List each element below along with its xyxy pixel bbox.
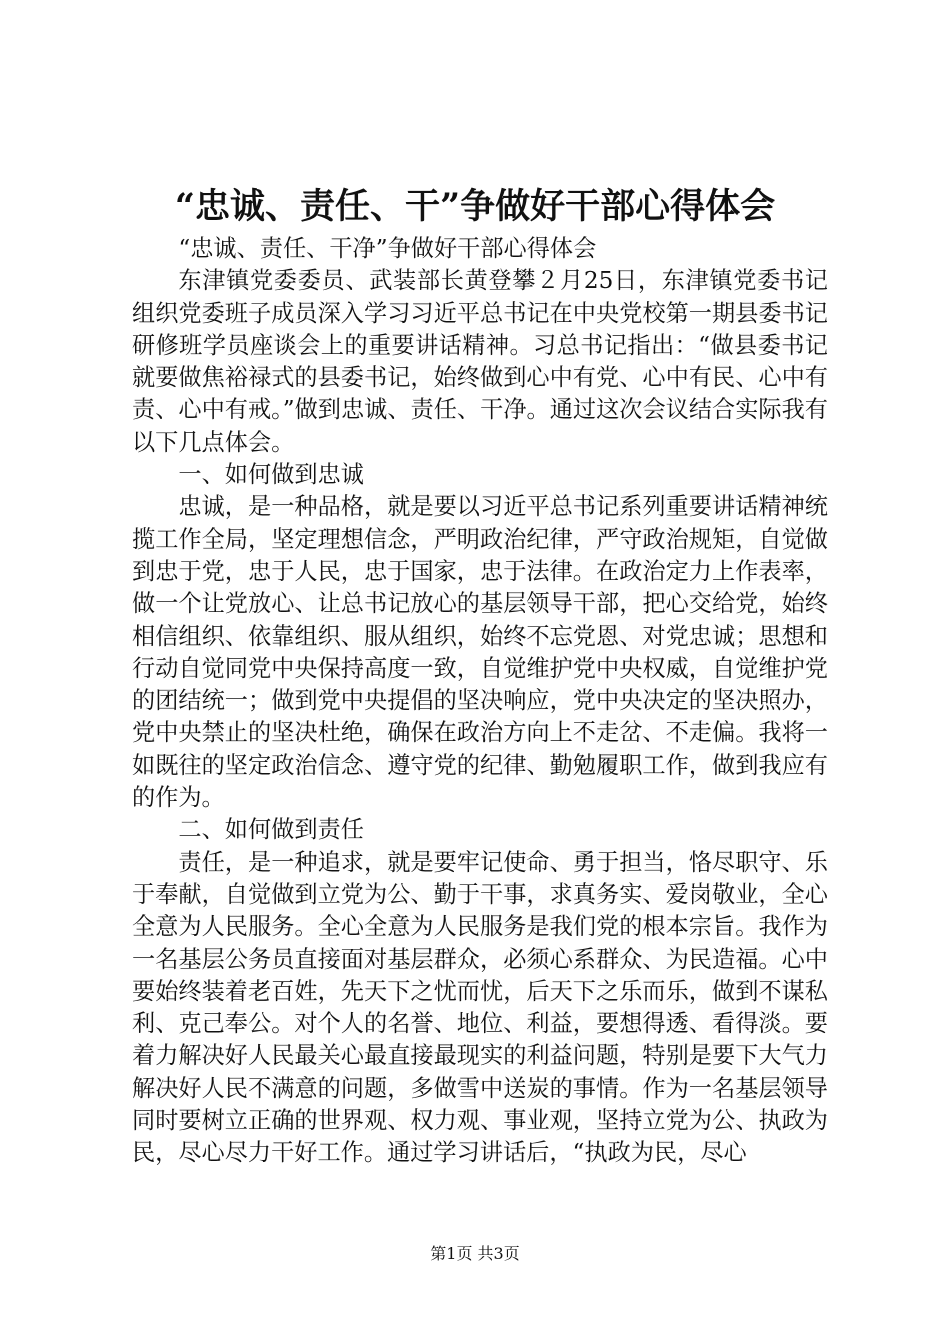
paragraph-loyalty: 忠诚，是一种品格，就是要以习近平总书记系列重要讲话精神统揽工作全局，坚定理想信念，严明政治纪律，严守政治规矩，自觉做到忠于党，忠于人民，忠于国家，忠于法律。在政治定力上作表率，做一个让党放心、让总书记放心的基层领导干部，把心交给党，始终相信组织、依靠组织、服从组织，始终不忘党恩、对党忠诚；思想和行动自觉同党中央保持高度一致，自觉维护党中央权威，自觉维护党的团结统一；做到党中央提倡的坚决响应，党中央决定的坚决照办，党中央禁止的坚决杜绝，确保在政治方向上不走岔、不走偏。我将一如既往的坚定政治信念、遵守党的纪律、勤勉履职工作，做到我应有的作为。 bbox=[132, 493, 828, 812]
document-body bbox=[132, 233, 828, 1170]
paragraph-intro: 东津镇党委委员、武装部长黄登攀２月25日，东津镇党委书记组织党委班子成员深入学习习近平总书记在中央党校第一期县委书记研修班学员座谈会上的重要讲话精神。习总书记指出：“做县委书记就要做焦裕禄式的县委书记，始终做到心中有党、心中有民、心中有责、心中有戒。”做到忠诚、责任、干净。通过这次会议结合实际我有以下几点体会。 bbox=[132, 267, 828, 456]
paragraph-subtitle: “忠诚、责任、干净”争做好干部心得体会 bbox=[178, 235, 597, 262]
document-title: “忠诚、责任、干”争做好干部心得体会 bbox=[174, 186, 776, 227]
page-footer: 第1页 共3页 bbox=[430, 1244, 520, 1263]
section-heading-responsibility: 二、如何做到责任 bbox=[178, 816, 364, 844]
paragraph-responsibility: 责任，是一种追求，就是要牢记使命、勇于担当，恪尽职守、乐于奉献，自觉做到立党为公、勤于干事，求真务实、爱岗敬业，全心全意为人民服务。全心全意为人民服务是我们党的根本宗旨。我作为一名基层公务员直接面对基层群众，必须心系群众、为民造福。心中要始终装着老百姓，先天下之忧而忧，后天下之乐而乐，做到不谋私利、克己奉公。对个人的名誉、地位、利益，要想得透、看得淡。要着力解决好人民最关心最直接最现实的利益问题，特别是要下大气力解决好人民不满意的问题，多做雪中送炭的事情。作为一名基层领导同时要树立正确的世界观、权力观、事业观，坚持立党为公、执政为民，尽心尽力干好工作。通过学习讲话后，“执政为民，尽心 bbox=[132, 848, 828, 1167]
section-heading-loyalty: 一、如何做到忠诚 bbox=[178, 461, 364, 489]
